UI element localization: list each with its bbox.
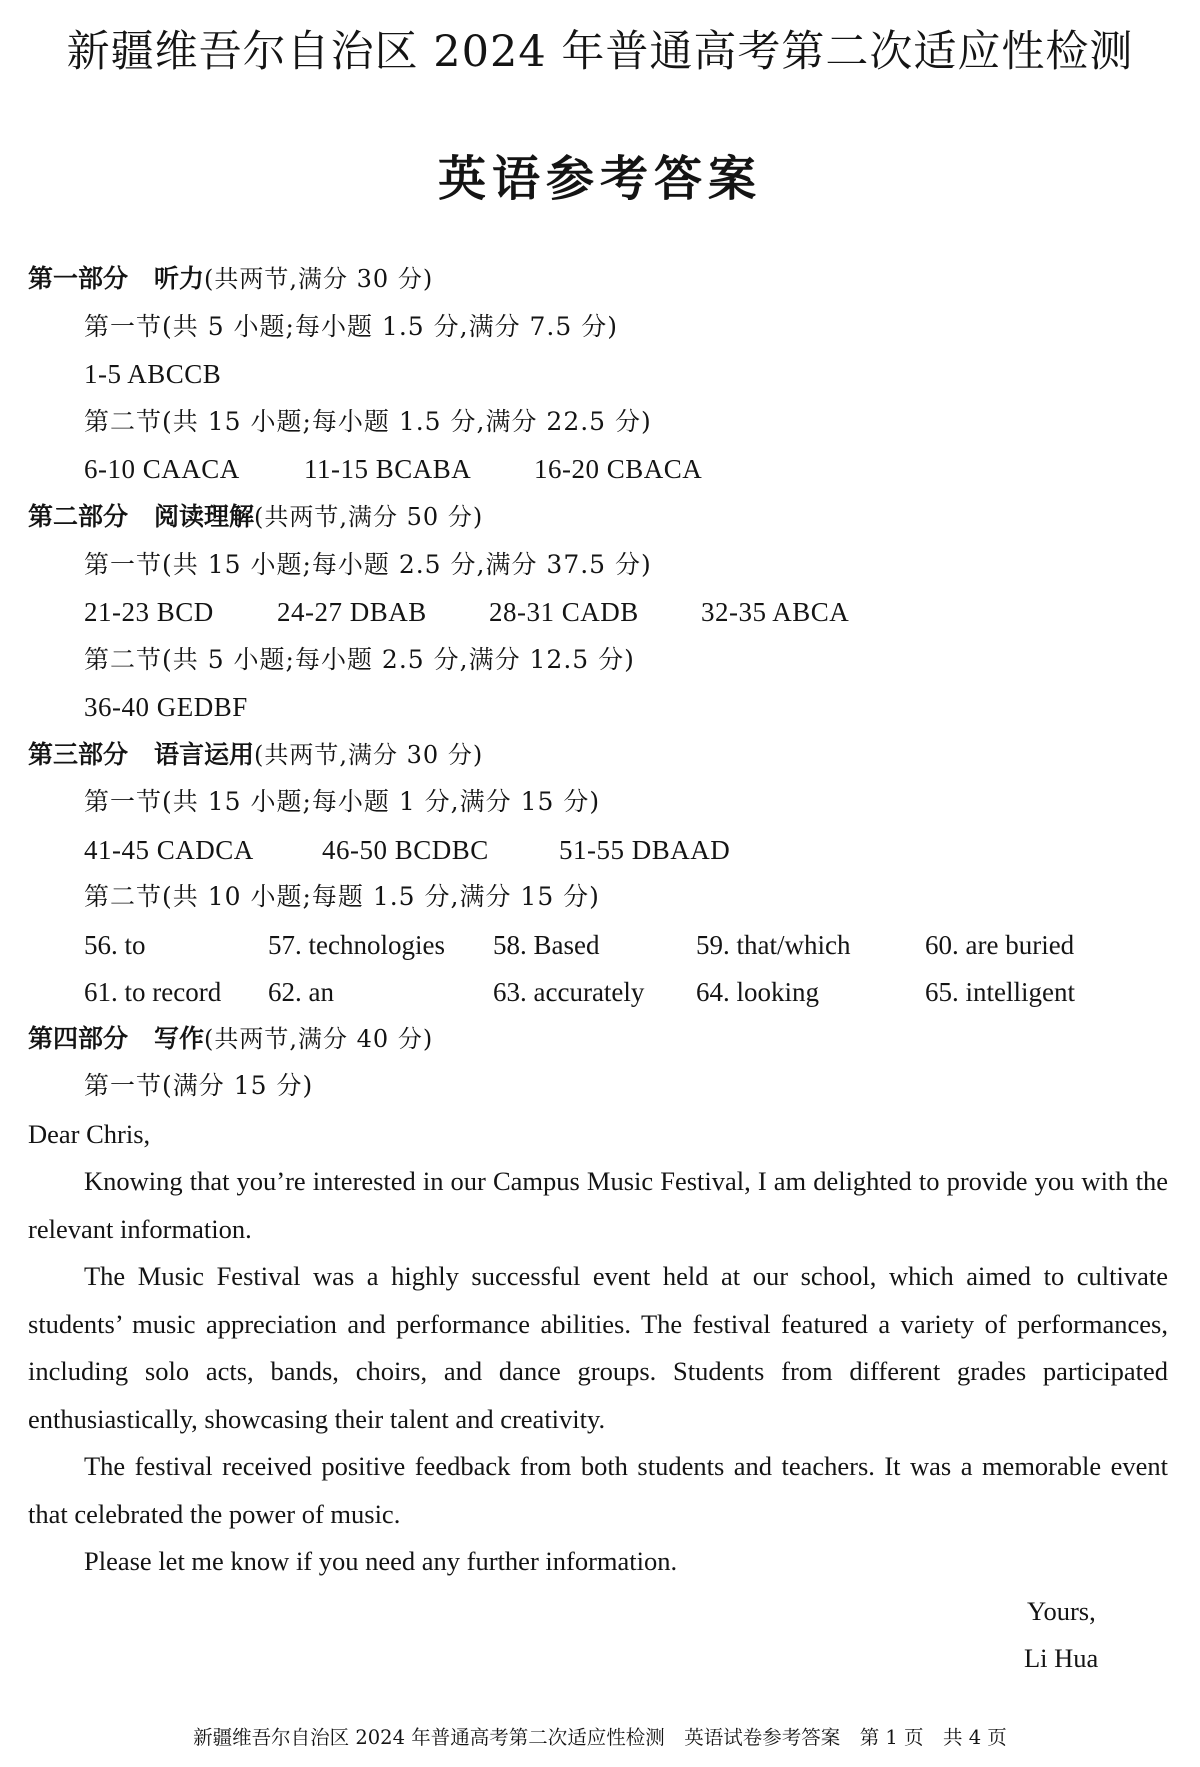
part-label: 第三部分	[28, 740, 129, 769]
part-name: 阅读理解	[154, 502, 255, 531]
page-footer: 新疆维吾尔自治区 2024 年普通高考第二次适应性检测 英语试卷参考答案 第 1 页 共 4 页	[193, 1726, 1007, 1749]
part-heading-listening	[28, 262, 433, 296]
section-heading: 第一节(共 15 小题;每小题 1 分,满分 15 分)	[84, 787, 601, 816]
essay-paragraph: The Music Festival was a highly successful event held at our school, which aimed to cultivate students’ music appreciation and performance abilities. The festival featured a variety of performances, including solo acts, bands, choirs, and dance groups. Students from different grades participated enthusiastically, showcasing their talent and creativity.	[28, 1261, 1168, 1434]
fill-answer: 63. accurately	[493, 977, 645, 1007]
answer-group: 28-31 CADB	[489, 597, 639, 627]
essay-closing: Yours,	[1027, 1596, 1096, 1626]
fill-answer: 61. to record	[84, 977, 222, 1007]
answer-group: 11-15 BCABA	[304, 454, 472, 484]
essay-salutation: Dear Chris,	[28, 1119, 151, 1149]
part-note: (共两节,满分 50 分)	[254, 503, 484, 531]
answer-row	[84, 833, 730, 867]
part-heading-language	[28, 738, 483, 772]
section-heading: 第一节(满分 15 分)	[84, 1071, 314, 1100]
fill-answer: 64. looking	[696, 977, 820, 1007]
answer-group: 24-27 DBAB	[277, 597, 427, 627]
part-label: 第四部分	[28, 1024, 129, 1053]
answer-group: 41-45 CADCA	[84, 835, 254, 865]
fill-answer: 57. technologies	[268, 930, 445, 960]
answer-group: 36-40 GEDBF	[84, 692, 248, 722]
section-heading: 第二节(共 15 小题;每小题 1.5 分,满分 22.5 分)	[84, 407, 652, 436]
fill-answer: 56. to	[84, 930, 146, 960]
answer-row	[84, 595, 849, 629]
part-name: 听力	[154, 264, 205, 293]
fill-answer: 65. intelligent	[925, 977, 1075, 1007]
answer-row	[84, 690, 248, 724]
answer-group: 51-55 DBAAD	[559, 835, 731, 865]
document-title: 新疆维吾尔自治区 2024 年普通高考第二次适应性检测	[66, 27, 1134, 77]
essay-paragraph: The festival received positive feedback from both students and teachers. It was a memorable event that celebrated the power of music.	[28, 1451, 1168, 1529]
section-heading: 第一节(共 5 小题;每小题 1.5 分,满分 7.5 分)	[84, 312, 618, 341]
fill-answer: 59. that/which	[696, 930, 851, 960]
answer-group: 21-23 BCD	[84, 597, 214, 627]
part-note: (共两节,满分 40 分)	[204, 1025, 434, 1053]
document-subtitle: 英语参考答案	[437, 151, 762, 207]
essay-signature: Li Hua	[1024, 1643, 1099, 1673]
section-heading: 第二节(共 5 小题;每小题 2.5 分,满分 12.5 分)	[84, 645, 635, 674]
essay-paragraph: Knowing that you’re interested in our Campus Music Festival, I am delighted to provide you with the relevant information.	[28, 1166, 1168, 1244]
fill-answer: 58. Based	[493, 930, 600, 960]
fill-answer: 62. an	[268, 977, 334, 1007]
part-label: 第二部分	[28, 502, 129, 531]
answer-group: 32-35 ABCA	[701, 597, 850, 627]
answer-group: 46-50 BCDBC	[322, 835, 489, 865]
part-heading-reading	[28, 500, 483, 534]
answer-row	[84, 357, 221, 391]
answer-group: 6-10 CAACA	[84, 454, 240, 484]
fill-answer: 60. are buried	[925, 930, 1075, 960]
part-heading-writing	[28, 1022, 433, 1056]
answer-group: 16-20 CBACA	[534, 454, 703, 484]
essay-paragraph: Please let me know if you need any further information.	[84, 1546, 678, 1576]
answer-row	[84, 452, 702, 486]
part-label: 第一部分	[28, 264, 129, 293]
part-name: 语言运用	[154, 740, 255, 769]
section-heading: 第一节(共 15 小题;每小题 2.5 分,满分 37.5 分)	[84, 550, 652, 579]
part-name: 写作	[154, 1024, 205, 1053]
section-heading: 第二节(共 10 小题;每题 1.5 分,满分 15 分)	[84, 882, 600, 911]
part-note: (共两节,满分 30 分)	[204, 265, 434, 293]
part-note: (共两节,满分 30 分)	[254, 741, 484, 769]
answer-group: 1-5 ABCCB	[84, 359, 222, 389]
